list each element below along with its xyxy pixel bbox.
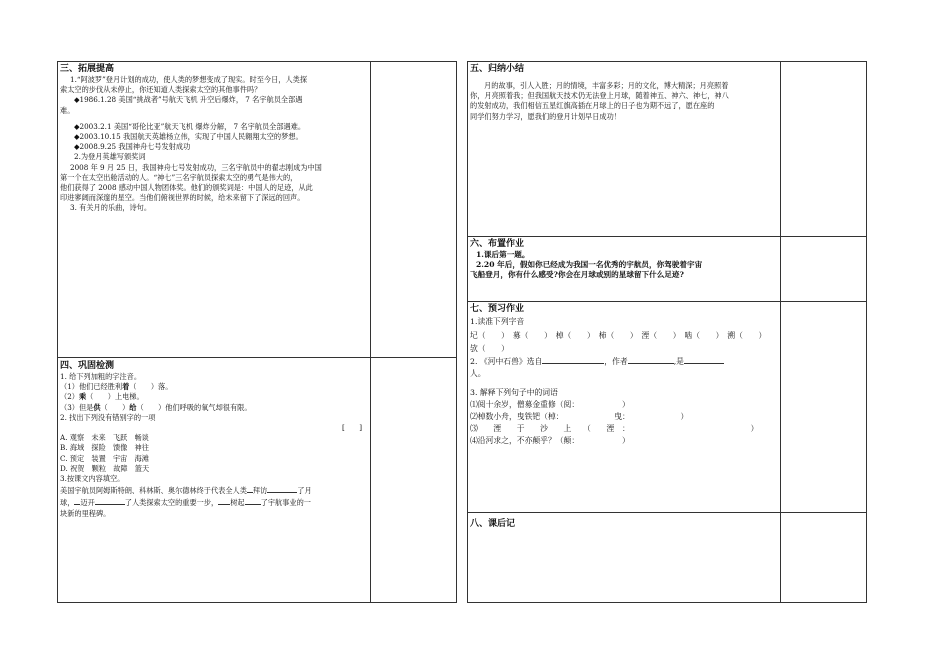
explain-3: ⑶ 湮 于 沙 上 （ 湮 ： ）	[470, 424, 759, 433]
fill-line-3: 块新的里程碑。	[60, 508, 111, 518]
text-line: 难。	[60, 105, 75, 115]
text-line: 2008 年 9 月 25 日，我国神舟七号发射成功，三名宇航员中的翟志刚成为中国	[70, 162, 322, 172]
preview-1: 1.读准下列字音	[470, 317, 525, 326]
explain-4: ⑷沿河求之，不亦颠乎？（颠： ）	[470, 436, 630, 445]
text-line: ◆2003.2.1 美国“哥伦比亚”航天飞机 爆炸分解， 7 名宇航员全部遇难。	[74, 121, 306, 131]
homework-2: 2.20 年后，假如你已经成为我国一名优秀的宇航员，你驾驶着宇宙	[476, 260, 703, 270]
question-1: 1. 给下列加粗的字注音。	[60, 372, 142, 381]
homework-2-cont: 飞船登月，你有什么感受?你会在月球或别的星球留下什么足迹?	[470, 270, 684, 280]
option-d: D. 祝贺 颗粒 故障 篮天	[60, 463, 150, 473]
left-column-divider	[370, 61, 371, 603]
text-line: 他们获得了 2008 感动中国人物团体奖。他们的颁奖词是：中国人的足迹，从此	[60, 183, 313, 193]
question-3: 3.按课文内容填空。	[60, 474, 125, 484]
section-summary	[470, 63, 778, 233]
text-line: 索太空的步伐从未停止，你还知道人类探索太空的其他事件吗？	[60, 85, 262, 95]
source-line-2: 人。	[470, 369, 486, 378]
text-line: 你，月亮照着我；但我国航天技术仍无法登上月球，随着神五、神六、神七，神八	[470, 91, 729, 101]
explain-2: ⑵棹数小舟，曳铁钯（棹： 曳： ）	[470, 412, 689, 421]
text-line: 3. 有关月的乐曲，诗句。	[70, 203, 152, 213]
section-preview	[470, 303, 778, 510]
section-title-afterclass: 八、课后记	[470, 519, 516, 529]
text-line: ◆2003.10.15 我国航天英雄杨立伟，实现了中国人民翱翔太空的梦想。	[74, 132, 303, 142]
text-line: ◆2008.9.25 我国神舟七号发射成功	[74, 142, 191, 152]
question-2: 2. 找出下列没有错别字的一项	[60, 412, 156, 422]
pronunciation-row-2: 欤（ ）	[470, 344, 509, 353]
section-title-expand: 三、拓展提高	[60, 64, 115, 74]
text-line: 印进寥阔而深邃的星空。当他们俯视世界的时候，给未来留下了深远的回声。	[60, 193, 305, 203]
left-row-divider	[57, 357, 457, 358]
explain-1: ⑴阅十余岁，僧募金重修（阅： ）	[470, 400, 630, 409]
answer-bracket: [ ]	[342, 423, 362, 433]
right-column-divider	[780, 61, 781, 603]
section-afterclass	[470, 514, 778, 600]
text-line: 的发射成功，我们相信五星红旗高插在月球上的日子也为期不远了，愿在座的	[470, 101, 715, 111]
section-title-preview: 七、预习作业	[470, 304, 525, 314]
option-b: B. 海域 探险 馈像 神往	[60, 443, 149, 453]
question-1a: （1）他们已经胜利着（ ）落。	[60, 382, 173, 392]
right-row-divider	[467, 301, 867, 302]
text-line: 第一个在太空出舱活动的人。“神七”三名宇航员探索太空的勇气是伟大的，	[60, 172, 298, 182]
fill-line-1: 美国宇航员阿姆斯特朗、科林斯、奥尔德林终于代表全人类 拜访 了月	[60, 486, 312, 496]
preview-3: 3. 解释下列句子中的词语	[470, 388, 558, 397]
text-line: ◆1986.1.28 美国“挑战者”号航天飞机 升空后爆炸， 7 名宇航员全部遇	[74, 95, 303, 105]
right-row-divider	[467, 512, 867, 513]
fill-line-2: 球， 迈开 了人类探索太空的重要一步， 树起 了宇航事业的一	[60, 498, 311, 508]
section-title-summary: 五、归纳小结	[470, 64, 525, 74]
question-1b: （2）乘（ ）上电梯。	[60, 392, 144, 402]
text-line: 1.“阿波罗”登月计划的成功，使人类的梦想变成了现实。时至今日，人类探	[70, 75, 308, 84]
text-line: 同学们努力学习，愿我们的登月计划早日成功！	[470, 111, 621, 121]
right-row-divider	[467, 236, 867, 237]
source-line: 2. 《河中石兽》选自 ，作者 ,是	[470, 355, 778, 369]
section-homework	[470, 238, 778, 300]
question-1c: （3）但是供（ ）给（ ）他们呼吸的氧气却很有限。	[60, 402, 252, 412]
section-title-consolidation: 四、巩固检测	[60, 361, 115, 371]
section-consolidation	[60, 360, 368, 600]
homework-1: 1.课后第一题。	[476, 250, 530, 259]
option-a: A. 观察 未来 飞跃 畅谈	[60, 433, 149, 443]
text-line: 2.为登月英雄写颁奖词	[74, 152, 146, 162]
pronunciation-row: 圮（ ） 募（ ） 棹（ ） 柿（ ） 湮（ ） 啮（ ） 溯（ ）	[470, 331, 767, 340]
option-c: C. 预定 装置 宇宙 海滩	[60, 453, 149, 463]
text-line: 月的故事，引人入胜；月的情境，丰富多彩；月的文化，博大精深；月亮照着	[484, 81, 729, 90]
section-expand	[60, 63, 368, 355]
section-title-homework: 六、布置作业	[470, 239, 525, 249]
